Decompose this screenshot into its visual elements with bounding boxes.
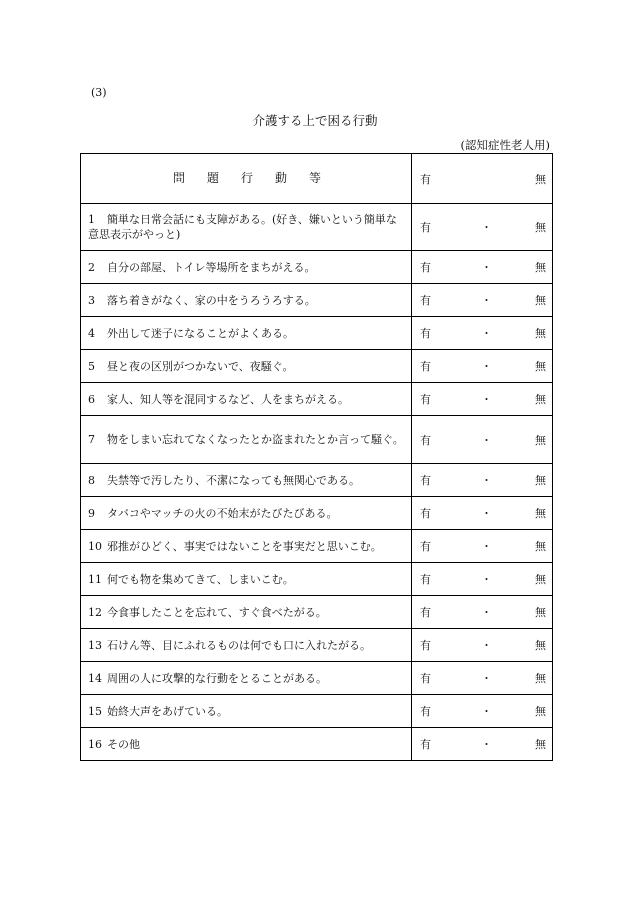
table-row (81, 562, 552, 595)
answer-yes-option[interactable]: 有 (420, 507, 431, 520)
behavior-text: 石けん等、目にふれるものは何でも口に入れたがる。 (107, 638, 371, 652)
behavior-number: 12 (88, 605, 102, 619)
behavior-cell (81, 204, 412, 250)
behavior-number: 6 (88, 392, 95, 406)
behavior-text: 周囲の人に攻撃的な行動をとることがある。 (107, 671, 327, 685)
table-row (81, 496, 552, 529)
answer-yes-option[interactable]: 有 (420, 639, 431, 652)
answer-no-option[interactable]: 無 (535, 294, 546, 307)
behavior-cell (81, 284, 412, 316)
behavior-text-wrap (88, 737, 140, 752)
answer-yes-option[interactable]: 有 (420, 393, 431, 406)
answer-cell (412, 416, 552, 463)
answer-yes-option[interactable]: 有 (420, 294, 431, 307)
answer-no-option[interactable]: 無 (535, 433, 546, 447)
behavior-text-wrap (88, 506, 337, 521)
answer-yes-option[interactable]: 有 (420, 327, 431, 340)
answer-separator: ・ (481, 327, 492, 340)
answer-no-option[interactable]: 無 (535, 507, 546, 520)
answer-no-option[interactable]: 無 (535, 606, 546, 619)
behavior-text: 落ち着きがなく、家の中をうろうろする。 (107, 293, 316, 307)
behavior-number: 4 (88, 326, 95, 340)
behavior-text: 自分の部屋、トイレ等場所をまちがえる。 (107, 260, 316, 274)
behavior-number: 1 (88, 213, 95, 226)
behavior-number: 2 (88, 260, 95, 274)
behavior-text: 簡単な日常会話にも支障がある。(好き、嫌いという簡単な意思表示がやっと) (88, 213, 397, 241)
answer-no-option[interactable]: 無 (535, 327, 546, 340)
behavior-cell (81, 629, 412, 661)
page-subtitle: (認知症性老人用) (460, 138, 550, 152)
answer-cell (412, 204, 552, 250)
behavior-text: 外出して迷子になることがよくある。 (107, 326, 294, 340)
behavior-number: 8 (88, 473, 95, 487)
answer-yes-option[interactable]: 有 (420, 606, 431, 619)
answer-cell (412, 728, 552, 760)
behavior-text-wrap (88, 293, 316, 308)
answer-separator: ・ (481, 672, 492, 685)
answer-no-option[interactable]: 無 (535, 672, 546, 685)
behavior-text-wrap (88, 260, 315, 275)
answer-yes-option[interactable]: 有 (420, 573, 431, 586)
table-row (81, 415, 552, 463)
behavior-text: 家人、知人等を混同するなど、人をまちがえる。 (107, 392, 349, 406)
behavior-text: 何でも物を集めてきて、しまいこむ。 (107, 572, 294, 586)
behavior-cell (81, 251, 412, 283)
behavior-number: 9 (88, 506, 95, 520)
answer-yes-option[interactable]: 有 (420, 672, 431, 685)
answer-yes-option[interactable]: 有 (420, 360, 431, 373)
table-row (81, 628, 552, 661)
behavior-number: 16 (88, 737, 102, 751)
answer-yes-option[interactable]: 有 (420, 705, 431, 718)
answer-separator: ・ (481, 294, 492, 307)
answer-separator: ・ (481, 433, 492, 447)
answer-no-option[interactable]: 無 (535, 393, 546, 406)
answer-yes-option[interactable]: 有 (420, 738, 431, 751)
answer-separator: ・ (481, 738, 492, 751)
behavior-number: 7 (88, 433, 95, 446)
behavior-number: 10 (88, 539, 102, 553)
table-row (81, 694, 552, 727)
table-row (81, 529, 552, 562)
answer-no-option[interactable]: 無 (535, 573, 546, 586)
answer-no-option[interactable]: 無 (535, 261, 546, 274)
behavior-text-wrap (88, 704, 228, 719)
answer-no-option[interactable]: 無 (535, 474, 546, 487)
page-title: 介護する上で困る行動 (252, 113, 378, 128)
behavior-cell (81, 416, 412, 463)
answer-cell (412, 317, 552, 349)
behavior-cell (81, 317, 412, 349)
answer-cell (412, 563, 552, 595)
answer-separator: ・ (481, 474, 492, 487)
answer-cell (412, 497, 552, 529)
table-row (81, 382, 552, 415)
table-row (81, 203, 552, 250)
answer-separator: ・ (481, 705, 492, 718)
behavior-cell (81, 383, 412, 415)
header-answer-cell (412, 154, 552, 203)
answer-separator: ・ (481, 507, 492, 520)
behavior-text-wrap (88, 212, 406, 242)
table-row (81, 316, 552, 349)
answer-no-option[interactable]: 無 (535, 705, 546, 718)
behavior-number: 15 (88, 704, 102, 718)
behavior-text: タバコやマッチの火の不始末がたびたびある。 (107, 506, 338, 520)
answer-separator: ・ (481, 540, 492, 553)
answer-cell (412, 596, 552, 628)
header-behavior-label: 問題行動等 (172, 171, 343, 185)
table-row (81, 349, 552, 382)
behavior-text-wrap (88, 605, 327, 620)
behavior-number: 14 (88, 671, 102, 685)
section-number: (3) (91, 86, 107, 99)
answer-cell (412, 464, 552, 496)
behavior-cell (81, 563, 412, 595)
behavior-text-wrap (88, 638, 371, 653)
behavior-text: 失禁等で汚したり、不潔になっても無関心である。 (107, 473, 360, 487)
behavior-text-wrap (88, 326, 294, 341)
behavior-cell (81, 464, 412, 496)
answer-separator: ・ (481, 221, 492, 234)
behavior-number: 11 (88, 572, 102, 586)
behavior-text: その他 (107, 737, 140, 751)
behavior-table (80, 153, 553, 761)
behavior-text-wrap (88, 359, 294, 374)
answer-separator: ・ (481, 639, 492, 652)
answer-cell (412, 530, 552, 562)
behavior-number: 13 (88, 638, 102, 652)
table-row (81, 727, 552, 760)
behavior-number: 5 (88, 359, 95, 373)
table-row (81, 595, 552, 628)
behavior-text-wrap (88, 392, 349, 407)
answer-cell (412, 695, 552, 727)
answer-cell (412, 383, 552, 415)
table-row (81, 463, 552, 496)
answer-cell (412, 662, 552, 694)
behavior-cell (81, 662, 412, 694)
behavior-number: 3 (88, 293, 95, 307)
behavior-cell (81, 596, 412, 628)
behavior-text: 始終大声をあげている。 (107, 704, 228, 718)
answer-no-option[interactable]: 無 (535, 221, 546, 234)
behavior-text-wrap (88, 473, 360, 488)
header-no-label: 無 (535, 172, 546, 186)
behavior-text-wrap (88, 671, 327, 686)
behavior-cell (81, 728, 412, 760)
behavior-text: 邪推がひどく、事実ではないことを事実だと思いこむ。 (107, 539, 382, 553)
behavior-cell (81, 350, 412, 382)
answer-no-option[interactable]: 無 (535, 360, 546, 373)
answer-no-option[interactable]: 無 (535, 540, 546, 553)
header-yes-label: 有 (420, 172, 431, 186)
behavior-text-wrap (88, 432, 404, 447)
answer-separator: ・ (481, 393, 492, 406)
answer-cell (412, 629, 552, 661)
behavior-text-wrap (88, 539, 382, 554)
answer-no-option[interactable]: 無 (535, 639, 546, 652)
answer-yes-option[interactable]: 有 (420, 474, 431, 487)
behavior-cell (81, 695, 412, 727)
table-header-row (81, 154, 552, 203)
answer-cell (412, 284, 552, 316)
header-behavior-cell (81, 154, 412, 203)
behavior-text: 物をしまい忘れてなくなったとか盗まれたとか言って騒ぐ。 (107, 433, 404, 446)
answer-separator: ・ (481, 573, 492, 586)
answer-separator: ・ (481, 360, 492, 373)
answer-separator: ・ (481, 606, 492, 619)
table-row (81, 661, 552, 694)
answer-no-option[interactable]: 無 (535, 738, 546, 751)
answer-yes-option[interactable]: 有 (420, 221, 431, 234)
answer-cell (412, 350, 552, 382)
answer-yes-option[interactable]: 有 (420, 261, 431, 274)
table-row (81, 283, 552, 316)
behavior-cell (81, 530, 412, 562)
answer-yes-option[interactable]: 有 (420, 540, 431, 553)
table-row (81, 250, 552, 283)
behavior-text: 今食事したことを忘れて、すぐ食べたがる。 (107, 605, 327, 619)
behavior-text-wrap (88, 572, 294, 587)
answer-separator: ・ (481, 261, 492, 274)
behavior-cell (81, 497, 412, 529)
answer-yes-option[interactable]: 有 (420, 433, 431, 447)
behavior-text: 昼と夜の区別がつかないで、夜騒ぐ。 (107, 359, 294, 373)
answer-cell (412, 251, 552, 283)
